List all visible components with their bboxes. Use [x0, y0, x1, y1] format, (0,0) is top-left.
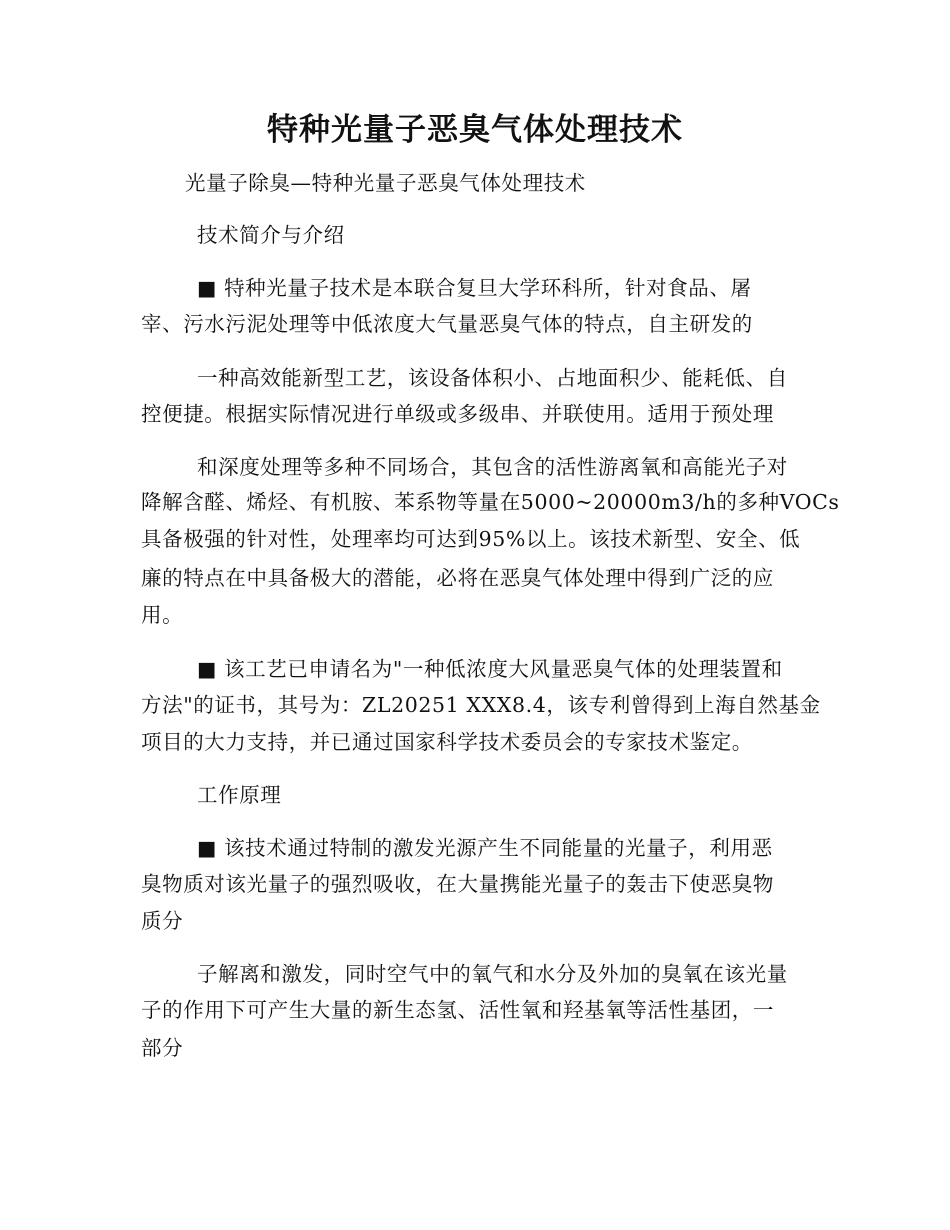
paragraph-line: 质分: [141, 909, 184, 933]
paragraph-line: 控便捷。根据实际情况进行单级或多级串、并联使用。适用于预处理: [141, 402, 774, 426]
paragraph-line: ■ 该技术通过特制的激发光源产生不同能量的光量子，利用恶: [197, 836, 773, 860]
paragraph-line: 方法"的证书，其号为：ZL20251 XXX8.4，该专利曾得到上海自然基金: [141, 693, 821, 717]
paragraph-line: 子解离和激发，同时空气中的氧气和水分及外加的臭氧在该光量: [197, 962, 788, 986]
paragraph-line: 用。: [141, 603, 184, 627]
paragraph-line: 宰、污水污泥处理等中低浓度大气量恶臭气体的特点，自主研发的: [141, 312, 753, 336]
paragraph-line: ■ 特种光量子技术是本联合复旦大学环科所，针对食品、屠: [197, 276, 752, 300]
paragraph-line: ■ 该工艺已申请名为"一种低浓度大风量恶臭气体的处理装置和: [197, 657, 783, 681]
paragraph-line: 子的作用下可产生大量的新生态氢、活性氧和羟基氧等活性基团，一: [141, 998, 774, 1022]
paragraph-line: 部分: [141, 1036, 184, 1060]
section-heading-intro: 技术简介与介绍: [197, 223, 345, 247]
paragraph-line: 降解含醛、烯烃、有机胺、苯系物等量在5000~20000m3/h的多种VOCs: [141, 490, 840, 514]
paragraph-line: 廉的特点在中具备极大的潜能，必将在恶臭气体处理中得到广泛的应: [141, 566, 774, 590]
document-title: 特种光量子恶臭气体处理技术: [267, 112, 683, 148]
paragraph-line: 臭物质对该光量子的强烈吸收，在大量携能光量子的轰击下使恶臭物: [141, 872, 774, 896]
section-heading-principle: 工作原理: [197, 783, 282, 807]
paragraph-line: 项目的大力支持，并已通过国家科学技术委员会的专家技术鉴定。: [141, 730, 753, 754]
subtitle-line: 光量子除臭—特种光量子恶臭气体处理技术: [185, 171, 586, 195]
paragraph-line: 和深度处理等多种不同场合，其包含的活性游离氧和高能光子对: [197, 455, 788, 479]
paragraph-line: 具备极强的针对性，处理率均可达到95%以上。该技术新型、安全、低: [141, 527, 801, 551]
paragraph-line: 一种高效能新型工艺，该设备体积小、占地面积少、能耗低、自: [197, 366, 788, 390]
